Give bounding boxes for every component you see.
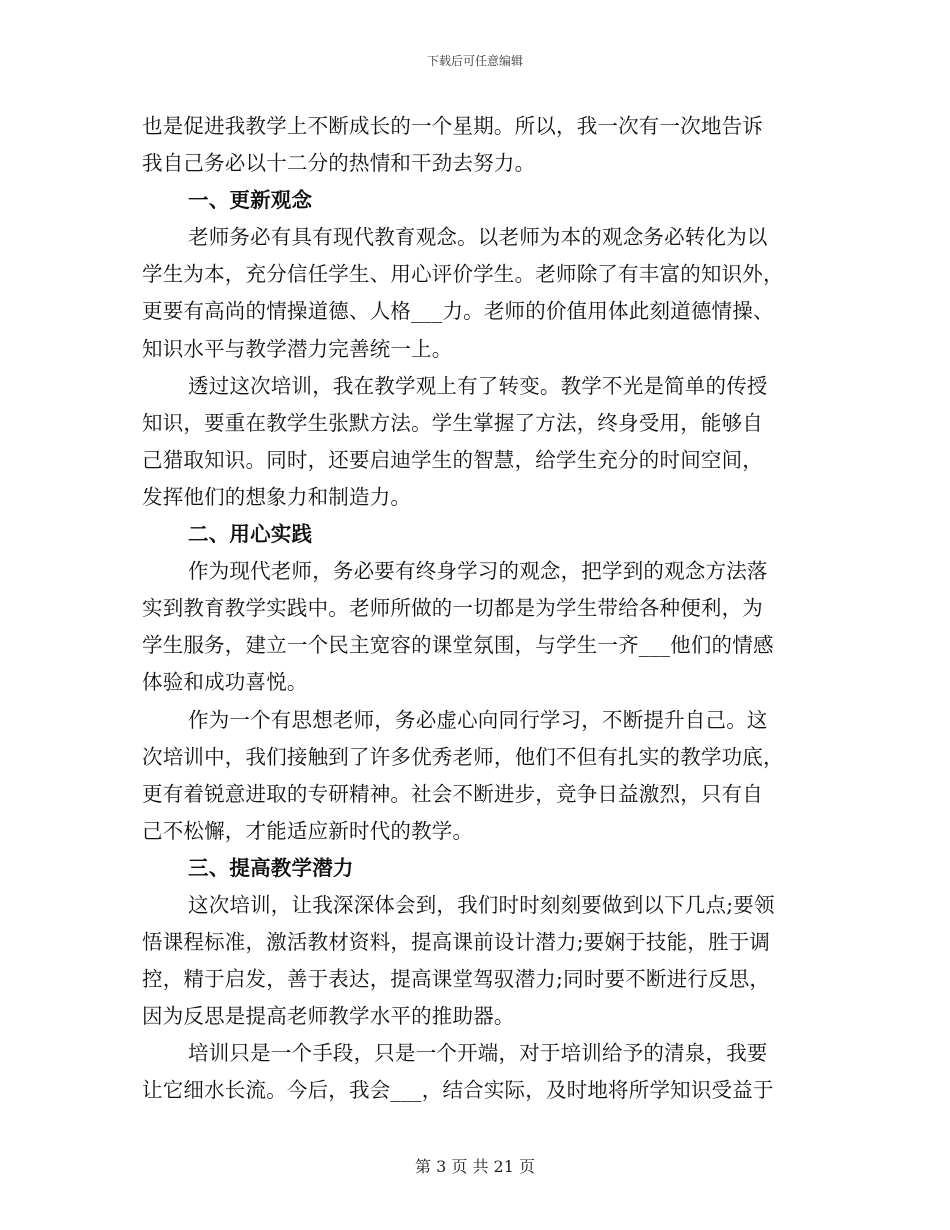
- text-line: 作为一个有思想老师，务必虚心向同行学习，不断提升自己。这: [188, 707, 768, 732]
- text-line: 透过这次培训，我在教学观上有了转变。教学不光是简单的传授: [188, 373, 768, 398]
- page-footer: 第 3 页 共 21 页: [415, 1157, 535, 1176]
- text-line: 己不松懈，才能适应新时代的教学。: [142, 818, 474, 843]
- text-line: 作为现代老师，务必要有终身学习的观念，把学到的观念方法落: [188, 559, 768, 584]
- text-line: 学生服务，建立一个民主宽容的课堂氛围，与学生一齐___他们的情感: [142, 633, 774, 658]
- text-line: 次培训中，我们接触到了许多优秀老师，他们不但有扎实的教学功底，: [142, 744, 784, 769]
- section-heading: 三、提高教学潜力: [188, 855, 354, 880]
- section-heading: 二、用心实践: [188, 522, 313, 547]
- text-line: 知识，要重在教学生张默方法。学生掌握了方法，终身受用，能够自: [142, 410, 763, 435]
- text-line: 也是促进我教学上不断成长的一个星期。所以，我一次有一次地告诉: [142, 114, 763, 138]
- text-line: 悟课程标准，激活教材资料，提高课前设计潜力;要娴于技能，胜于调: [142, 930, 771, 955]
- text-line: 更有着锐意进取的专研精神。社会不断进步，竞争日益激烈，只有自: [142, 781, 763, 806]
- text-line: 培训只是一个手段，只是一个开端，对于培训给予的清泉，我要: [188, 1041, 768, 1066]
- text-line: 因为反思是提高老师教学水平的推助器。: [142, 1004, 515, 1029]
- document-body: [142, 108, 802, 1110]
- text-line: 更要有高尚的情操道德、人格___力。老师的价值用体此刻道德情操、: [142, 299, 774, 324]
- text-line: 老师务必有具有现代教育观念。以老师为本的观念务必转化为以: [188, 225, 768, 250]
- text-line: 这次培训，让我深深体会到，我们时时刻刻要做到以下几点;要领: [188, 892, 775, 917]
- page-header: 下载后可任意编辑: [426, 54, 523, 68]
- text-line: 实到教育教学实践中。老师所做的一切都是为学生带给各种便利，为: [142, 596, 763, 621]
- text-line: 知识水平与教学潜力完善统一上。: [142, 336, 453, 361]
- text-line: 我自己务必以十二分的热情和干劲去努力。: [142, 151, 536, 176]
- text-line: 控，精于启发，善于表达，提高课堂驾驭潜力;同时要不断进行反思，: [142, 967, 771, 992]
- section-heading: 一、更新观念: [188, 188, 313, 213]
- text-line: 让它细水长流。今后，我会___，结合实际，及时地将所学知识受益于: [142, 1078, 774, 1103]
- text-line: 体验和成功喜悦。: [142, 670, 308, 695]
- text-line: 发挥他们的想象力和制造力。: [142, 484, 412, 509]
- text-line: 己猎取知识。同时，还要启迪学生的智慧，给学生充分的时间空间，: [142, 447, 763, 472]
- text-line: 学生为本，充分信任学生、用心评价学生。老师除了有丰富的知识外，: [142, 262, 784, 287]
